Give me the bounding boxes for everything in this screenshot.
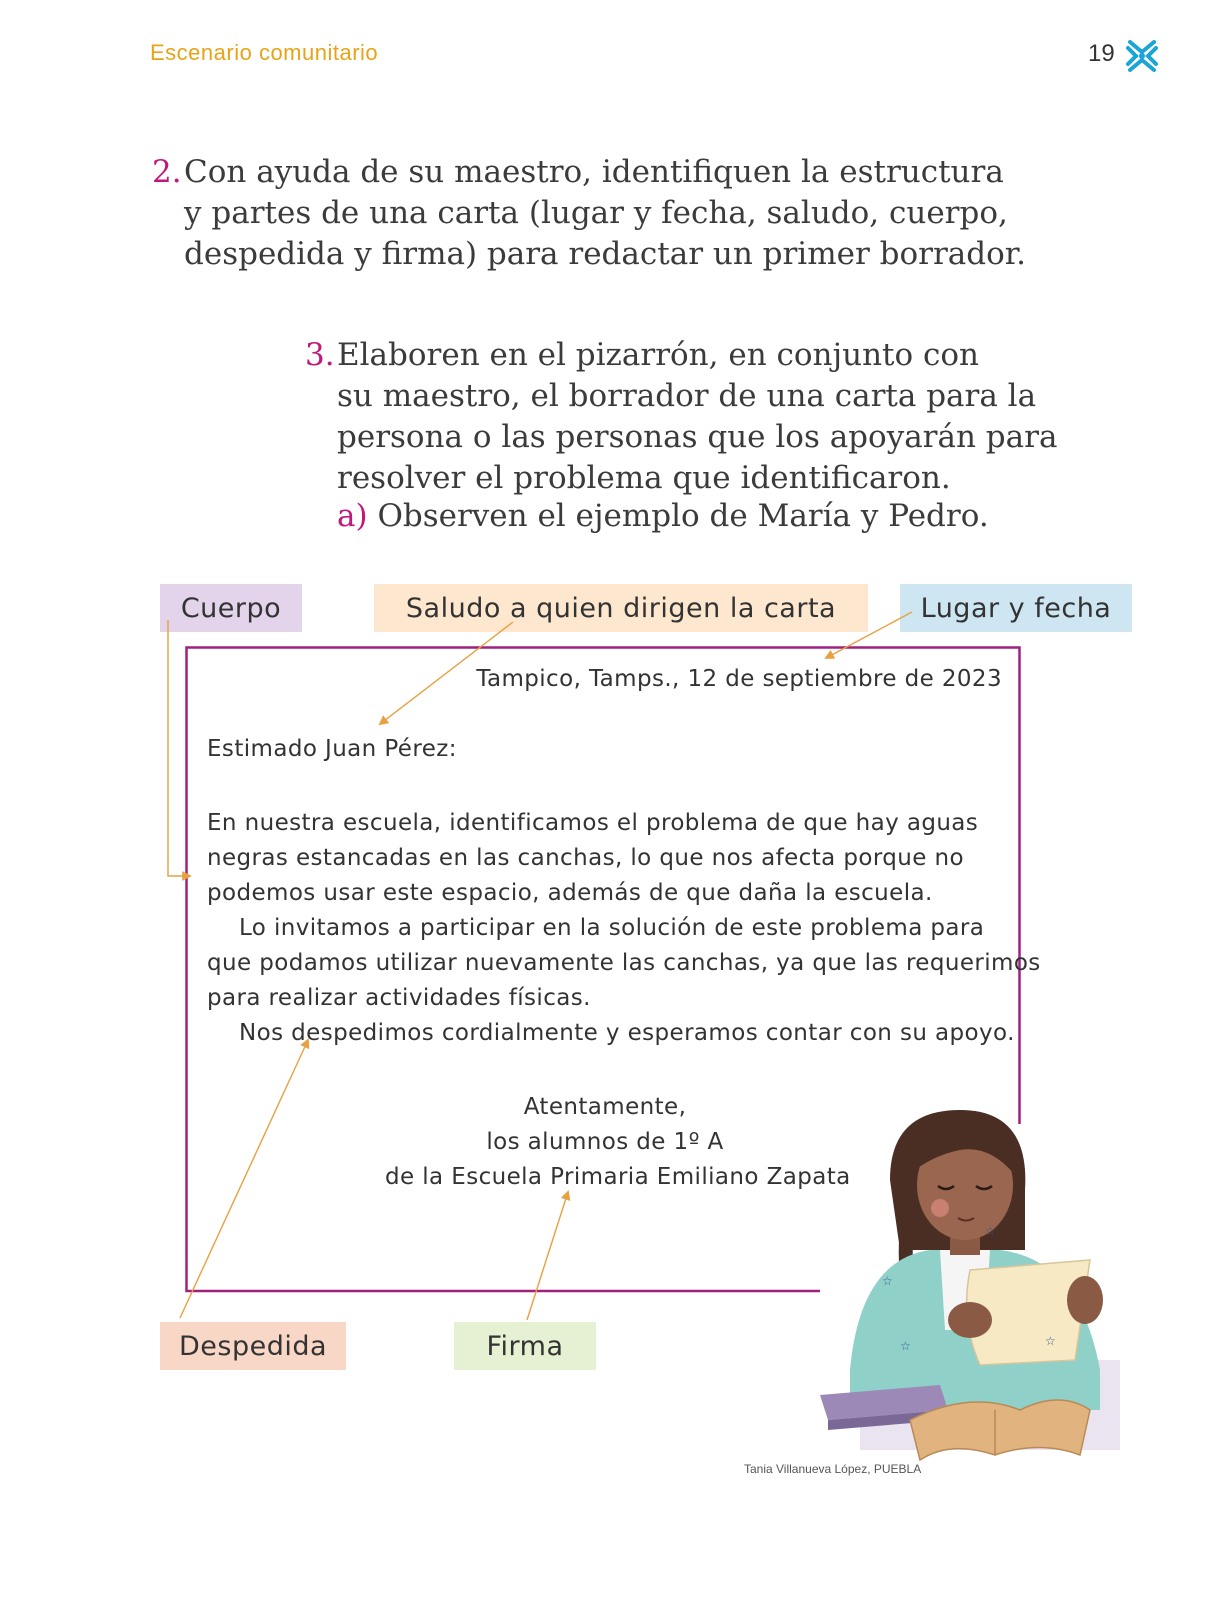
instruction-2 [152,152,1027,275]
label-cuerpo: Cuerpo [160,584,302,632]
label-lugar-fecha: Lugar y fecha [900,584,1132,632]
svg-text:☆: ☆ [882,1274,893,1288]
instruction-line: despedida y firma) para redactar un primer borrador. [184,236,1027,272]
letter-body-line: que podamos utilizar nuevamente las canchas, ya que las requerimos [207,950,1041,976]
instruction-number: 2. [152,154,182,190]
letter-body [207,806,1041,1051]
letter-body-line: negras estancadas en las canchas, lo que nos afecta porque no [207,845,964,871]
instruction-number: 3. [305,337,335,373]
letter-closing-line: Atentamente, [523,1094,687,1120]
letter-closing-line: los alumnos de 1º A [486,1129,724,1155]
letter-body-line: Nos despedimos cordialmente y esperamos contar con su apoyo. [239,1020,1015,1046]
illustration-credit: Tania Villanueva López, PUEBLA [744,1462,922,1476]
letter-greeting: Estimado Juan Pérez: [207,736,457,762]
instruction-line: resolver el problema que identificaron. [337,460,951,496]
label-firma: Firma [454,1322,596,1370]
instruction-line: Con ayuda de su maestro, identifiquen la estructura [184,154,1004,190]
letter-body-line: Lo invitamos a participar en la solución de este problema para [239,915,985,941]
letter-body-line: En nuestra escuela, identificamos el problema de que hay aguas [207,810,979,836]
instruction-3 [305,335,1058,499]
svg-text:☆: ☆ [900,1339,911,1353]
letter-closing [385,1090,851,1195]
label-saludo: Saludo a quien dirigen la carta [374,584,868,632]
letter-place-date: Tampico, Tamps., 12 de septiembre de 2023 [476,666,1002,692]
label-despedida: Despedida [160,1322,346,1370]
letter-body-line: para realizar actividades físicas. [207,985,591,1011]
sub-item-text: Observen el ejemplo de María y Pedro. [377,498,989,534]
svg-text:☆: ☆ [1045,1334,1056,1348]
svg-text:☆: ☆ [985,1224,996,1238]
instruction-line: su maestro, el borrador de una carta para la [337,378,1037,414]
sub-item-label: a) [337,498,368,534]
letter-closing-line: de la Escuela Primaria Emiliano Zapata [385,1164,851,1190]
girl-reading-illustration [820,1110,1120,1480]
book-logo-icon [1122,36,1162,76]
section-title: Escenario comunitario [150,40,379,65]
page-number: 19 [1088,40,1115,67]
instruction-3a [337,498,989,534]
instruction-line: y partes de una carta (lugar y fecha, saludo, cuerpo, [184,195,1008,231]
letter-body-line: podemos usar este espacio, además de que daña la escuela. [207,880,933,906]
instruction-line: persona o las personas que los apoyarán para [337,419,1058,455]
instruction-line: Elaboren en el pizarrón, en conjunto con [337,337,980,373]
